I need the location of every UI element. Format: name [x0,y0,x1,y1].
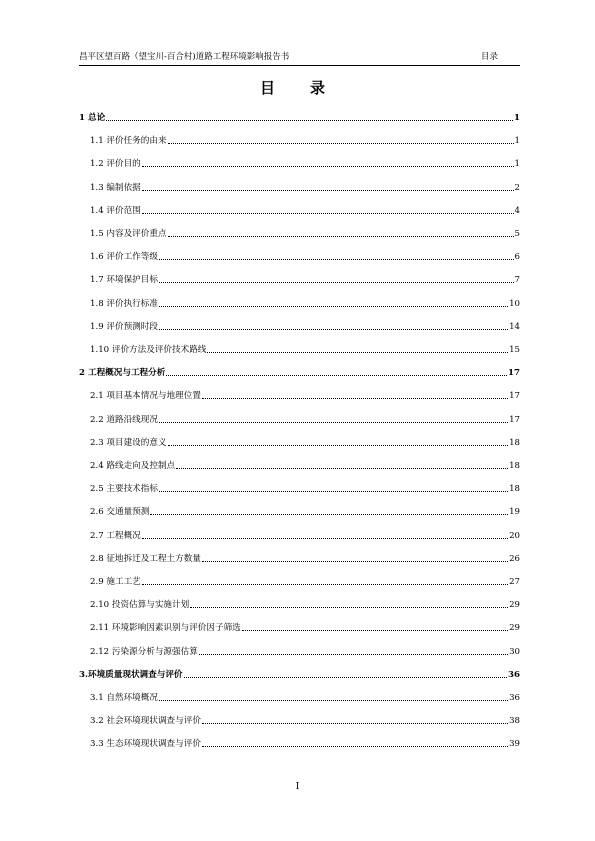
toc-entry-page-number: 36 [509,693,520,703]
toc-dot-leader [159,259,514,260]
toc-entry-label: 2.1 项目基本情况与地理位置 [90,391,201,402]
toc-entry-page-number: 5 [514,229,520,239]
toc-entry-label: 1.4 评价范围 [90,205,141,216]
toc-dot-leader [142,584,508,585]
toc-section-entry[interactable] [90,504,520,518]
toc-dot-leader [168,143,514,144]
toc-dot-leader [202,561,508,562]
toc-section-entry[interactable] [90,342,520,356]
toc-section-entry[interactable] [90,644,520,658]
toc-section-entry[interactable] [90,736,520,750]
toc-entry-label: 2.2 道路沿线现况 [90,414,158,425]
toc-section-entry[interactable] [90,528,520,542]
toc-dot-leader [159,491,508,492]
toc-chapter-entry[interactable] [79,667,520,681]
toc-dot-leader [142,166,514,167]
toc-entry-label: 2 工程概况与工程分析 [79,368,166,379]
toc-section-entry[interactable] [90,713,520,727]
toc-section-entry[interactable] [90,690,520,704]
toc-section-entry[interactable] [90,180,520,194]
toc-section-entry[interactable] [90,156,520,170]
toc-entry-page-number: 29 [509,600,520,611]
toc-entry-label: 3.环境质量现状调查与评价 [79,669,183,680]
toc-section-entry[interactable] [90,133,520,147]
toc-section-entry[interactable] [90,272,520,286]
toc-entry-label: 1.3 编制依据 [90,182,141,193]
toc-entry-page-number: 2 [514,182,520,193]
toc-entry-label: 2.5 主要技术指标 [90,484,158,495]
toc-dot-leader [176,468,508,469]
toc-entry-page-number: 36 [508,669,520,680]
toc-entry-label: 2.6 交通量预测 [90,507,150,518]
toc-entry-page-number: 14 [509,321,520,332]
toc-entry-page-number: 1 [514,113,520,123]
toc-entry-label: 1.5 内容及评价重点 [90,229,167,239]
toc-section-entry[interactable] [90,481,520,495]
toc-dot-leader [142,213,514,214]
toc-dot-leader [159,700,508,701]
toc-entry-label: 2.3 项目建设的意义 [90,437,167,448]
toc-dot-leader [202,723,508,724]
toc-dot-leader [142,190,514,191]
toc-entry-label: 1.9 评价预测时段 [90,321,158,332]
toc-dot-leader [207,352,508,353]
toc-entry-page-number: 6 [514,252,520,263]
toc-dot-leader [190,607,508,608]
toc-entry-label: 3.1 自然环境概况 [90,693,158,703]
toc-dot-leader [168,445,509,446]
toc-entry-label: 2.11 环境影响因素识别与评价因子筛选 [90,623,241,634]
toc-entry-label: 1 总论 [79,113,106,123]
toc-entry-label: 3.2 社会环境现状调查与评价 [90,716,201,727]
toc-entry-label: 2.8 征地拆迁及工程土方数量 [90,553,201,564]
toc-section-entry[interactable] [90,574,520,588]
toc-entry-page-number: 26 [509,553,520,564]
toc-dot-leader [202,746,508,747]
toc-dot-leader [150,514,508,515]
toc-section-entry[interactable] [90,458,520,472]
toc-entry-page-number: 20 [509,530,520,541]
toc-entry-label: 2.7 工程概况 [90,530,141,541]
toc-entry-page-number: 30 [509,646,520,657]
toc-entry-page-number: 18 [509,461,520,471]
toc-entry-page-number: 17 [509,414,520,425]
toc-entry-page-number: 1 [514,159,520,170]
toc-entry-label: 1.1 评价任务的由来 [90,136,167,147]
toc-entry-page-number: 18 [509,484,520,495]
toc-entry-label: 1.8 评价执行标准 [90,298,158,309]
toc-entry-label: 2.12 污染源分析与源强估算 [90,646,198,657]
toc-entry-page-number: 17 [508,368,520,379]
toc-entry-page-number: 7 [514,275,520,286]
toc-dot-leader [242,630,508,631]
toc-entry-label: 2.9 施工工艺 [90,577,141,587]
toc-dot-leader [199,654,508,655]
toc-entry-page-number: 27 [509,577,520,587]
toc-dot-leader [159,282,514,283]
toc-entry-label: 1.7 环境保护目标 [90,275,158,286]
toc-chapter-entry[interactable] [79,365,520,379]
toc-section-entry[interactable] [90,597,520,611]
toc-dot-leader [202,398,508,399]
toc-entry-page-number: 29 [509,623,520,634]
toc-section-entry[interactable] [90,435,520,449]
toc-dot-leader [142,538,508,539]
toc-entry-label: 2.4 路线走向及控制点 [90,461,176,471]
toc-dot-leader [159,422,508,423]
toc-dot-leader [168,236,514,237]
toc-entry-page-number: 1 [514,136,520,147]
toc-entry-page-number: 38 [509,716,520,727]
toc-section-entry[interactable] [90,203,520,217]
toc-entry-page-number: 4 [514,205,520,216]
page-number: I [295,782,300,792]
toc-chapter-entry[interactable] [79,110,520,124]
toc-section-entry[interactable] [90,249,520,263]
page-title: 目 录 [259,79,335,97]
header-document-title: 昌平区望百路（望宝川-百合村)道路工程环境影响报告书 [79,52,290,62]
toc-entry-page-number: 19 [509,507,520,518]
toc-section-entry[interactable] [90,412,520,426]
toc-dot-leader [166,375,507,376]
toc-section-entry[interactable] [90,226,520,240]
toc-section-entry[interactable] [90,551,520,565]
toc-entry-page-number: 17 [509,391,520,402]
toc-entry-page-number: 15 [509,345,520,355]
toc-entry-page-number: 18 [509,437,520,448]
toc-entry-label: 2.10 投资估算与实施计划 [90,600,190,611]
toc-entry-label: 1.10 评价方法及评价技术路线 [90,345,207,355]
toc-entry-label: 1.6 评价工作等级 [90,252,158,263]
toc-entry-page-number: 10 [509,298,520,309]
header-section-label: 目录 [480,52,498,62]
toc-dot-leader [159,306,508,307]
toc-entry-label: 3.3 生态环境现状调查与评价 [90,739,201,750]
toc-section-entry[interactable] [90,620,520,634]
toc-entry-page-number: 39 [509,739,520,750]
toc-section-entry[interactable] [90,388,520,402]
toc-dot-leader [184,677,508,678]
toc-dot-leader [159,329,508,330]
toc-entry-label: 1.2 评价目的 [90,159,141,170]
toc-section-entry[interactable] [90,296,520,310]
toc-dot-leader [106,120,513,121]
toc-section-entry[interactable] [90,319,520,333]
